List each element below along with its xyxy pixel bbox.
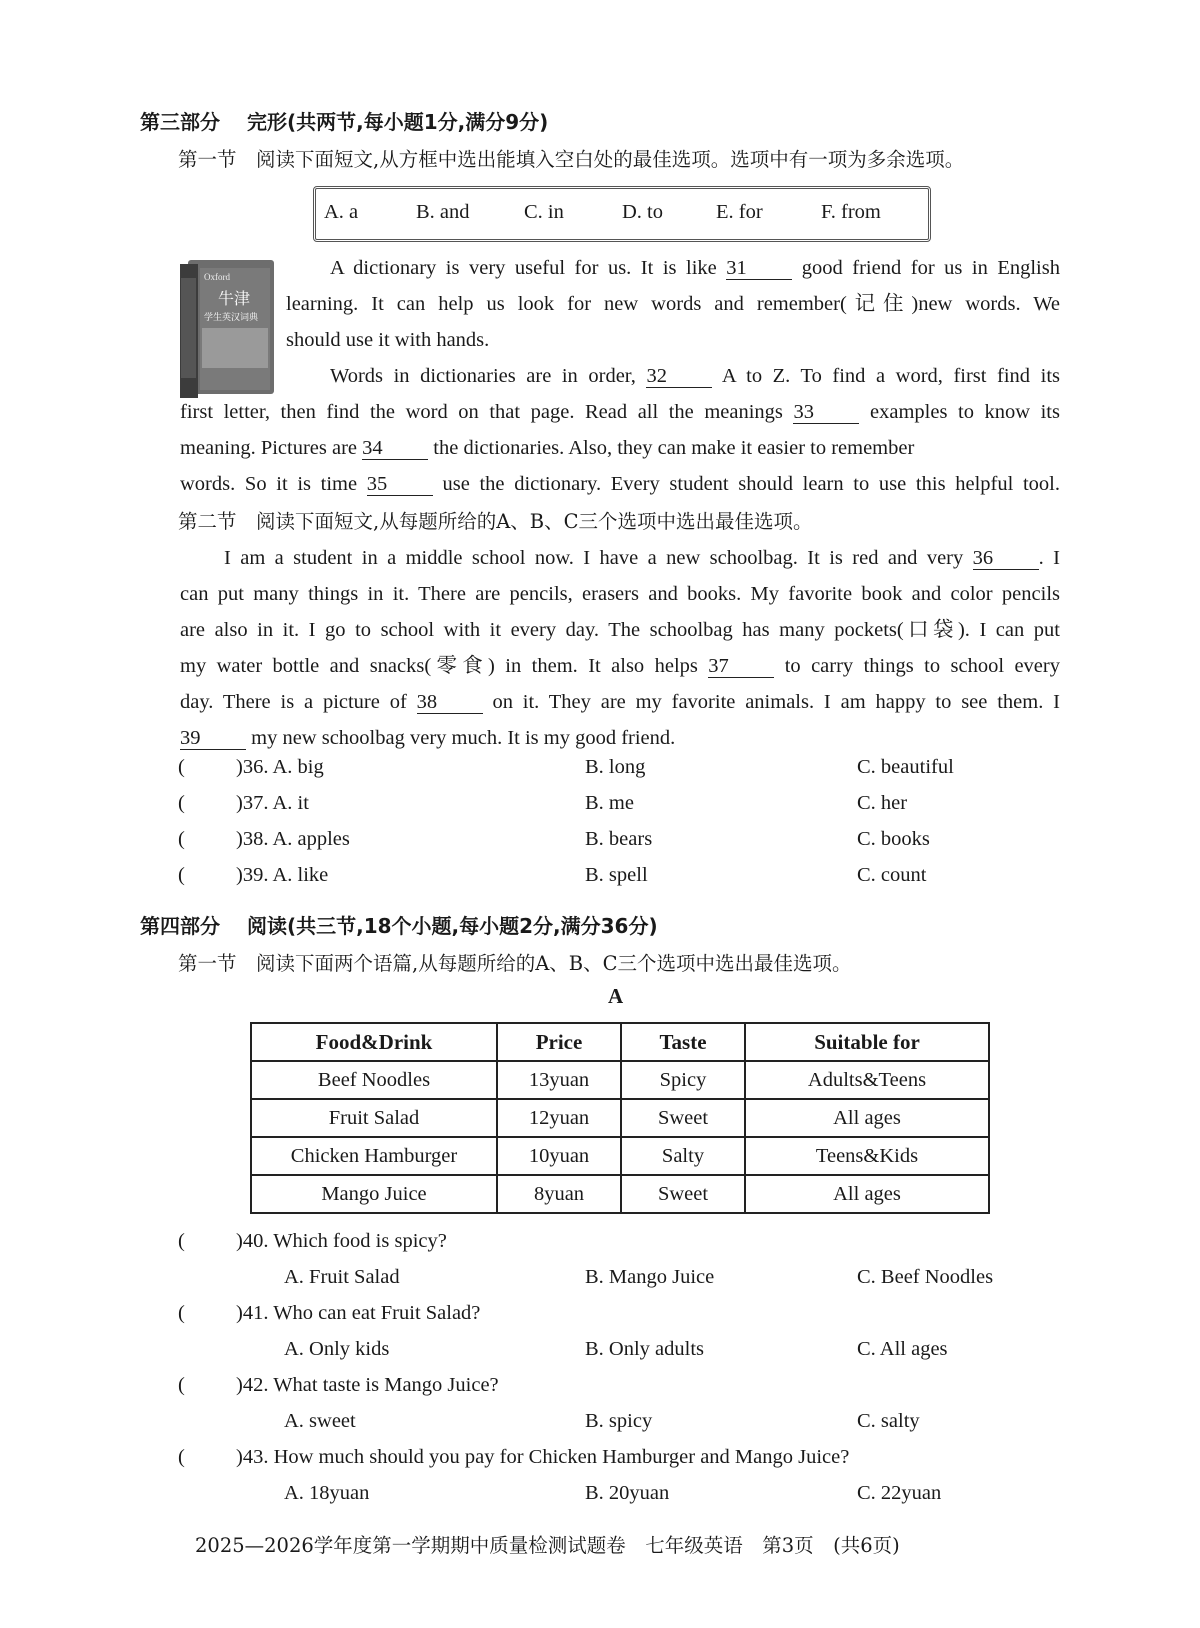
passage-line: I am a student in a middle school now. I have a new schoolbag. It is red and very 36 . I: [224, 547, 1060, 569]
table-cell: All ages: [745, 1099, 989, 1137]
book-title: 牛津: [218, 289, 251, 308]
answer-bracket[interactable]: (: [178, 828, 185, 850]
option-c[interactable]: C. books: [857, 828, 930, 850]
passage-line: my water bottle and snacks(零食) in them. It also helps 37 to carry things to school every: [180, 655, 1060, 677]
answer-bracket[interactable]: (: [178, 1374, 185, 1396]
passage-line: learning. It can help us look for new words and remember(记住)new words. We: [286, 293, 1060, 315]
table-cell: All ages: [745, 1175, 989, 1213]
passage-line: 39 my new schoolbag very much. It is my good friend.: [180, 727, 676, 749]
option-c[interactable]: C. beautiful: [857, 756, 954, 778]
option-c[interactable]: C. her: [857, 792, 908, 814]
part3-section1-instruction: 第一节 阅读下面短文,从方框中选出能填入空白处的最佳选项。选项中有一项为多余选项。: [178, 148, 965, 171]
table-header: Suitable for: [745, 1023, 989, 1061]
table-cell: Chicken Hamburger: [251, 1137, 497, 1175]
option-b[interactable]: B. bears: [585, 828, 653, 850]
passage-line: A dictionary is very useful for us. It is like 31 good friend for us in English: [330, 257, 1060, 279]
question-stem: )37. A. it: [236, 792, 309, 814]
question-stem: )36. A. big: [236, 756, 324, 778]
answer-bracket[interactable]: (: [178, 792, 185, 814]
question-stem: )38. A. apples: [236, 828, 350, 850]
passage2: [180, 540, 1060, 756]
table-cell: Mango Juice: [251, 1175, 497, 1213]
option-b[interactable]: B. spell: [585, 864, 648, 886]
option-c[interactable]: C. Beef Noodles: [857, 1266, 994, 1288]
book-brand: Oxford: [204, 272, 230, 282]
table-header-row: [251, 1023, 989, 1061]
menu-table: [250, 1022, 990, 1214]
table-cell: Teens&Kids: [745, 1137, 989, 1175]
word-option: B. and: [416, 201, 470, 223]
blank-36[interactable]: 36: [973, 547, 1039, 570]
passage-line: meaning. Pictures are 34 the dictionaries. Also, they can make it easier to remember: [180, 437, 915, 459]
dictionary-image: [178, 258, 278, 400]
table-cell: Beef Noodles: [251, 1061, 497, 1099]
blank-32[interactable]: 32: [646, 365, 712, 388]
part3-title: 第三部分 完形(共两节,每小题1分,满分9分): [140, 110, 549, 134]
table-cell: Sweet: [621, 1175, 745, 1213]
table-header: Food&Drink: [251, 1023, 497, 1061]
word-option: A. a: [324, 201, 359, 223]
passage-line: should use it with hands.: [286, 329, 490, 351]
option-b[interactable]: B. Only adults: [585, 1338, 705, 1360]
blank-38[interactable]: 38: [417, 691, 483, 714]
option-b[interactable]: B. me: [585, 792, 634, 814]
table-cell: Spicy: [621, 1061, 745, 1099]
passage-label: A: [608, 984, 624, 1008]
table-cell: Sweet: [621, 1099, 745, 1137]
table-cell: 8yuan: [497, 1175, 621, 1213]
blank-33[interactable]: 33: [793, 401, 859, 424]
answer-bracket[interactable]: (: [178, 1446, 185, 1468]
blank-39[interactable]: 39: [180, 727, 246, 750]
option-a[interactable]: A. Fruit Salad: [284, 1266, 400, 1288]
blank-31[interactable]: 31: [726, 257, 792, 280]
option-c[interactable]: C. count: [857, 864, 927, 886]
table-cell: 12yuan: [497, 1099, 621, 1137]
word-option: F. from: [821, 201, 881, 223]
blank-34[interactable]: 34: [362, 437, 428, 460]
question-stem: )40. Which food is spicy?: [236, 1230, 447, 1252]
table-cell: Salty: [621, 1137, 745, 1175]
word-option: E. for: [716, 201, 763, 223]
question-stem: )43. How much should you pay for Chicken Hamburger and Mango Juice?: [236, 1446, 850, 1468]
passage-line: day. There is a picture of 38 on it. They are my favorite animals. I am happy to see them. I: [180, 691, 1060, 713]
option-c[interactable]: C. All ages: [857, 1338, 948, 1360]
table-cell: Adults&Teens: [745, 1061, 989, 1099]
option-c[interactable]: C. salty: [857, 1410, 920, 1432]
table-header: Price: [497, 1023, 621, 1061]
part3-section2-instruction: 第二节 阅读下面短文,从每题所给的A、B、C三个选项中选出最佳选项。: [178, 510, 813, 533]
book-subtitle: 学生英汉词典: [204, 313, 259, 323]
answer-bracket[interactable]: (: [178, 864, 185, 886]
page-footer: 2025—2026学年度第一学期期中质量检测试题卷 七年级英语 第3页 (共6页): [195, 1534, 900, 1557]
option-a[interactable]: A. Only kids: [284, 1338, 390, 1360]
table-cell: Fruit Salad: [251, 1099, 497, 1137]
passage-line: words. So it is time 35 use the dictionary. Every student should learn to use this helpful tool.: [180, 473, 1060, 495]
passage1-top: [286, 250, 1060, 394]
table-row: [251, 1061, 989, 1099]
passage-line: Words in dictionaries are in order, 32 A to Z. To find a word, first find its: [330, 365, 1060, 387]
question-stem: )39. A. like: [236, 864, 329, 886]
option-a[interactable]: A. 18yuan: [284, 1482, 370, 1504]
passage1-bottom: [180, 394, 1060, 502]
blank-35[interactable]: 35: [367, 473, 433, 496]
option-b[interactable]: B. Mango Juice: [585, 1266, 715, 1288]
passage-line: first letter, then find the word on that page. Read all the meanings 33 examples to know its: [180, 401, 1060, 423]
passage-line: are also in it. I go to school with it every day. The schoolbag has many pockets(口袋). I can put: [180, 619, 1060, 641]
table-row: [251, 1137, 989, 1175]
part4-title: 第四部分 阅读(共三节,18个小题,每小题2分,满分36分): [140, 914, 658, 938]
answer-bracket[interactable]: (: [178, 1302, 185, 1324]
word-option-box: [313, 186, 931, 242]
part4-section1-instruction: 第一节 阅读下面两个语篇,从每题所给的A、B、C三个选项中选出最佳选项。: [178, 952, 852, 975]
table-cell: 10yuan: [497, 1137, 621, 1175]
answer-bracket[interactable]: (: [178, 1230, 185, 1252]
question-stem: )41. Who can eat Fruit Salad?: [236, 1302, 481, 1324]
option-c[interactable]: C. 22yuan: [857, 1482, 942, 1504]
question-stem: )42. What taste is Mango Juice?: [236, 1374, 499, 1396]
word-option: C. in: [524, 201, 564, 223]
table-header: Taste: [621, 1023, 745, 1061]
answer-bracket[interactable]: (: [178, 756, 185, 778]
option-b[interactable]: B. 20yuan: [585, 1482, 670, 1504]
option-b[interactable]: B. long: [585, 756, 646, 778]
option-b[interactable]: B. spicy: [585, 1410, 653, 1432]
table-cell: 13yuan: [497, 1061, 621, 1099]
table-row: [251, 1099, 989, 1137]
blank-37[interactable]: 37: [708, 655, 774, 678]
word-option: D. to: [622, 201, 663, 223]
table-row: [251, 1175, 989, 1213]
passage-line: can put many things in it. There are pencils, erasers and books. My favorite book and color pencils: [180, 583, 1060, 605]
option-a[interactable]: A. sweet: [284, 1410, 356, 1432]
